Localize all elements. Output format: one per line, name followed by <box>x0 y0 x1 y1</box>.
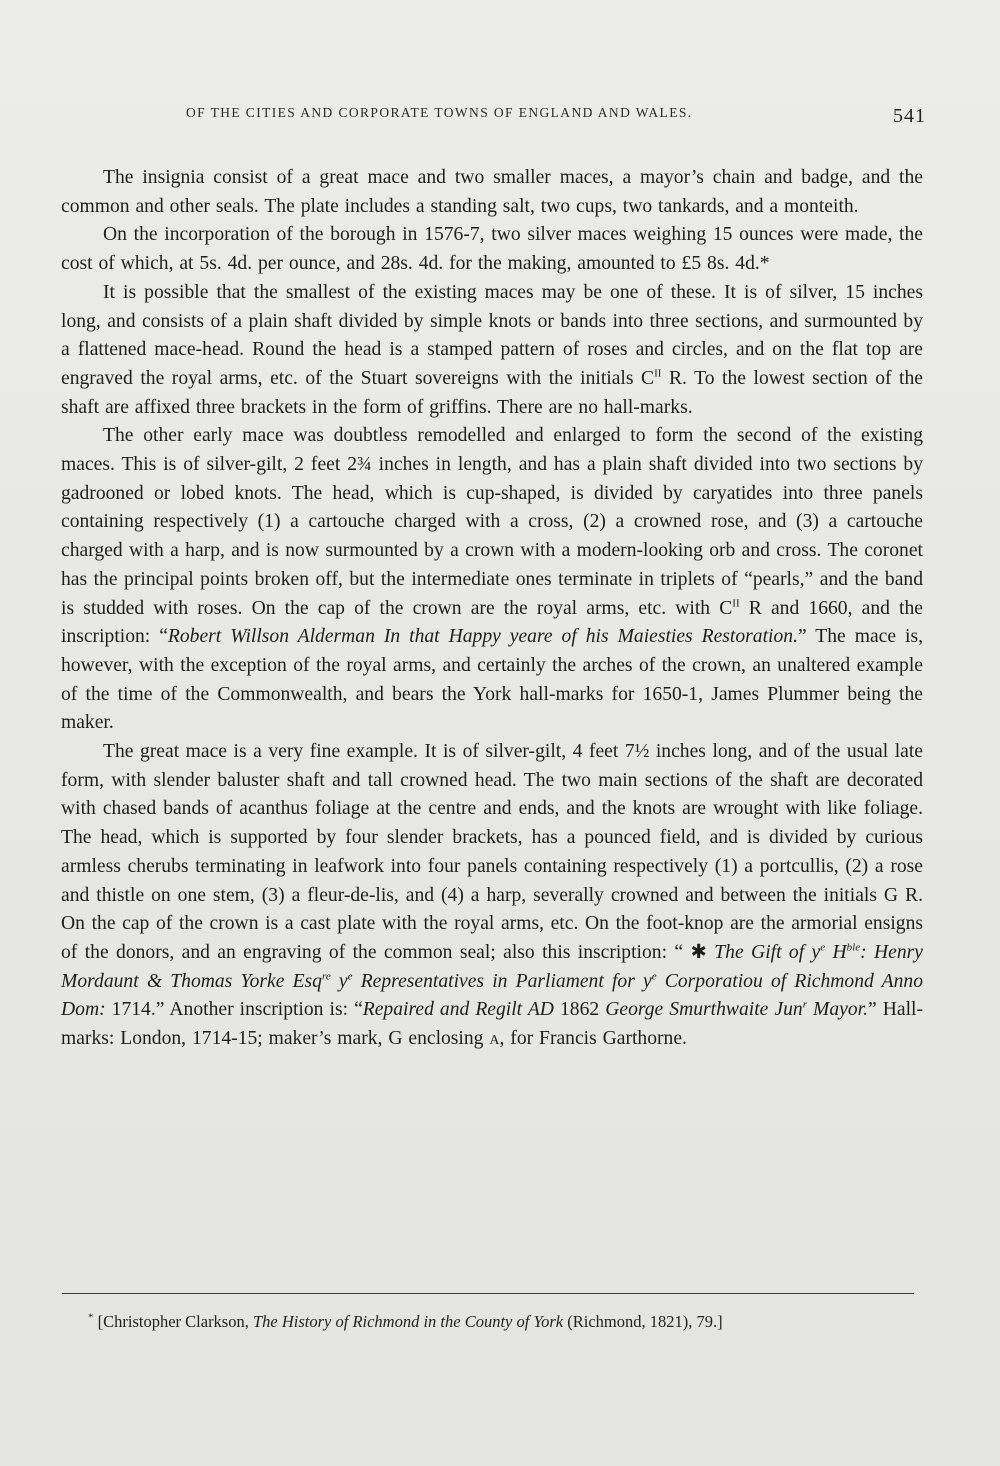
paragraph-great-mace <box>61 738 923 1056</box>
body-text <box>61 164 923 1056</box>
text-run: 1862 <box>553 999 606 1021</box>
text-run: R. To the lowest section of the shaft are affixed three brackets in the form of griffins. There are no hall-marks. <box>61 367 923 418</box>
paragraph-insignia: The insignia consist of a great mace and two smaller maces, a mayor’s chain and badge, and the common and other seals. The plate includes a standing salt, two cups, two tankards, and a monteith. <box>61 167 923 217</box>
text-run: The other early mace was doubtless remodelled and enlarged to form the second of the existing maces. This is of silver-gilt, 2 feet 2¾ inches in length, and has a plain shaft divided into two sections by gadrooned or lobed knots. The head, which is cup-shaped, is divided by caryatides into three panels containing respectively (1) a cartouche charged with a cross, (2) a crowned rose, and (3) a cartouche charged with a harp, and is now surmounted by a crown with a modern-looking orb and cross. The coronet has the principal points broken off, but the intermediate ones terminate in triplets of “pearls,” and the band is studded with roses. On the cap of the crown are the royal arms, etc. with C <box>61 425 923 619</box>
inscription-repaired: Repaired and Regilt AD <box>362 999 554 1021</box>
footnote-marker: * <box>88 1311 94 1324</box>
text-run: It is possible that the smallest of the existing maces may be one of these. It is of silver, 15 inches long, and consists of a plain shaft divided by simple knots or bands into three sections, and surmounted by a flattened mace-head. Round the head is a stamped pattern of roses and circles, and on the flat top are engraved the royal arms, etc. of the Stuart sovereigns with the initials C <box>61 281 923 389</box>
text-run: : Henry Mordaunt & Thomas Yorke Esq <box>61 941 923 992</box>
superscript: e <box>820 941 826 954</box>
footnote-title: The History of Richmond in the County of York <box>252 1312 564 1331</box>
text-run: (Richmond, 1821), 79.] <box>563 1312 723 1331</box>
text-run: [Christopher Clarkson, <box>93 1312 253 1331</box>
superscript: ble <box>846 941 861 954</box>
text-run: Mayor. <box>806 999 868 1021</box>
paragraph-smallest-mace <box>61 279 923 423</box>
page-number: 541 <box>893 105 926 127</box>
superscript: e <box>347 970 353 983</box>
footnote <box>88 1311 908 1333</box>
text-run: Corporatiou of Richmond Anno Dom: <box>61 970 924 1021</box>
superscript: II <box>654 367 662 380</box>
text-run: The great mace is a very fine example. It is of silver-gilt, 4 feet 7½ inches long, and of the usual late form, with slender baluster shaft and tall crowned head. The two main sections of the shaft are decorated with chased bands of acanthus foliage at the centre and ends, and the knots are wrought with like foliage. The head, which is supported by four slender brackets, has a pounced field, and is divided by curious armless cherubs terminating in leafwork into four panels containing respectively (1) a portcullis, (2) a rose and thistle on one stem, (3) a fleur-de-lis, and (4) a harp, severally crowned and between the initials G R. On the cap of the crown is a cast plate with the royal arms, etc. On the foot-knop are the armorial ensigns of the donors, and an engraving of the common seal; also this inscription: “ ✱ <box>61 741 923 963</box>
text-run: 1714.” Another inscription is: “ <box>105 999 363 1021</box>
text-run: ” Hall-marks: London, 1714-15; maker’s mark, G enclosing <box>61 999 923 1050</box>
text-run: y <box>330 970 348 992</box>
small-cap-letter: A <box>489 1033 500 1049</box>
running-head: OF THE CITIES AND CORPORATE TOWNS OF ENGLAND AND WALES. <box>186 105 693 120</box>
text-run: ” The mace is, however, with the exception of the royal arms, and certainly the arches of the crown, an unaltered example of the time of the Commonwealth, and bears the York hall-marks for 1650-1, James Plummer being the maker. <box>61 626 923 734</box>
superscript: II <box>732 597 740 610</box>
text-run: R and 1660, and the inscription: “ <box>61 597 923 648</box>
text-run: Representatives in Parliament for y <box>352 970 652 992</box>
paragraph-incorporation: On the incorporation of the borough in 1576-7, two silver maces weighing 15 ounces were made, the cost of which, at 5s. 4d. per ounce, and 28s. 4d. for the making, amounted to £5 8s. 4d.* <box>61 224 923 275</box>
text-run: H <box>825 941 847 963</box>
text-run: , for Francis Garthorne. <box>499 1028 687 1050</box>
inscription-smurthwaite <box>605 999 868 1020</box>
superscript: r <box>802 998 807 1011</box>
inscription-willson: Robert Willson Alderman In that Happy yeare of his Maiesties Restoration. <box>167 626 798 648</box>
text-run: George Smurthwaite Jun <box>605 999 803 1021</box>
text-run: The Gift of y <box>714 941 821 963</box>
superscript: re <box>321 970 331 983</box>
paragraph-second-mace <box>61 422 923 738</box>
superscript: e <box>651 970 657 983</box>
footnote-rule <box>62 1293 914 1294</box>
